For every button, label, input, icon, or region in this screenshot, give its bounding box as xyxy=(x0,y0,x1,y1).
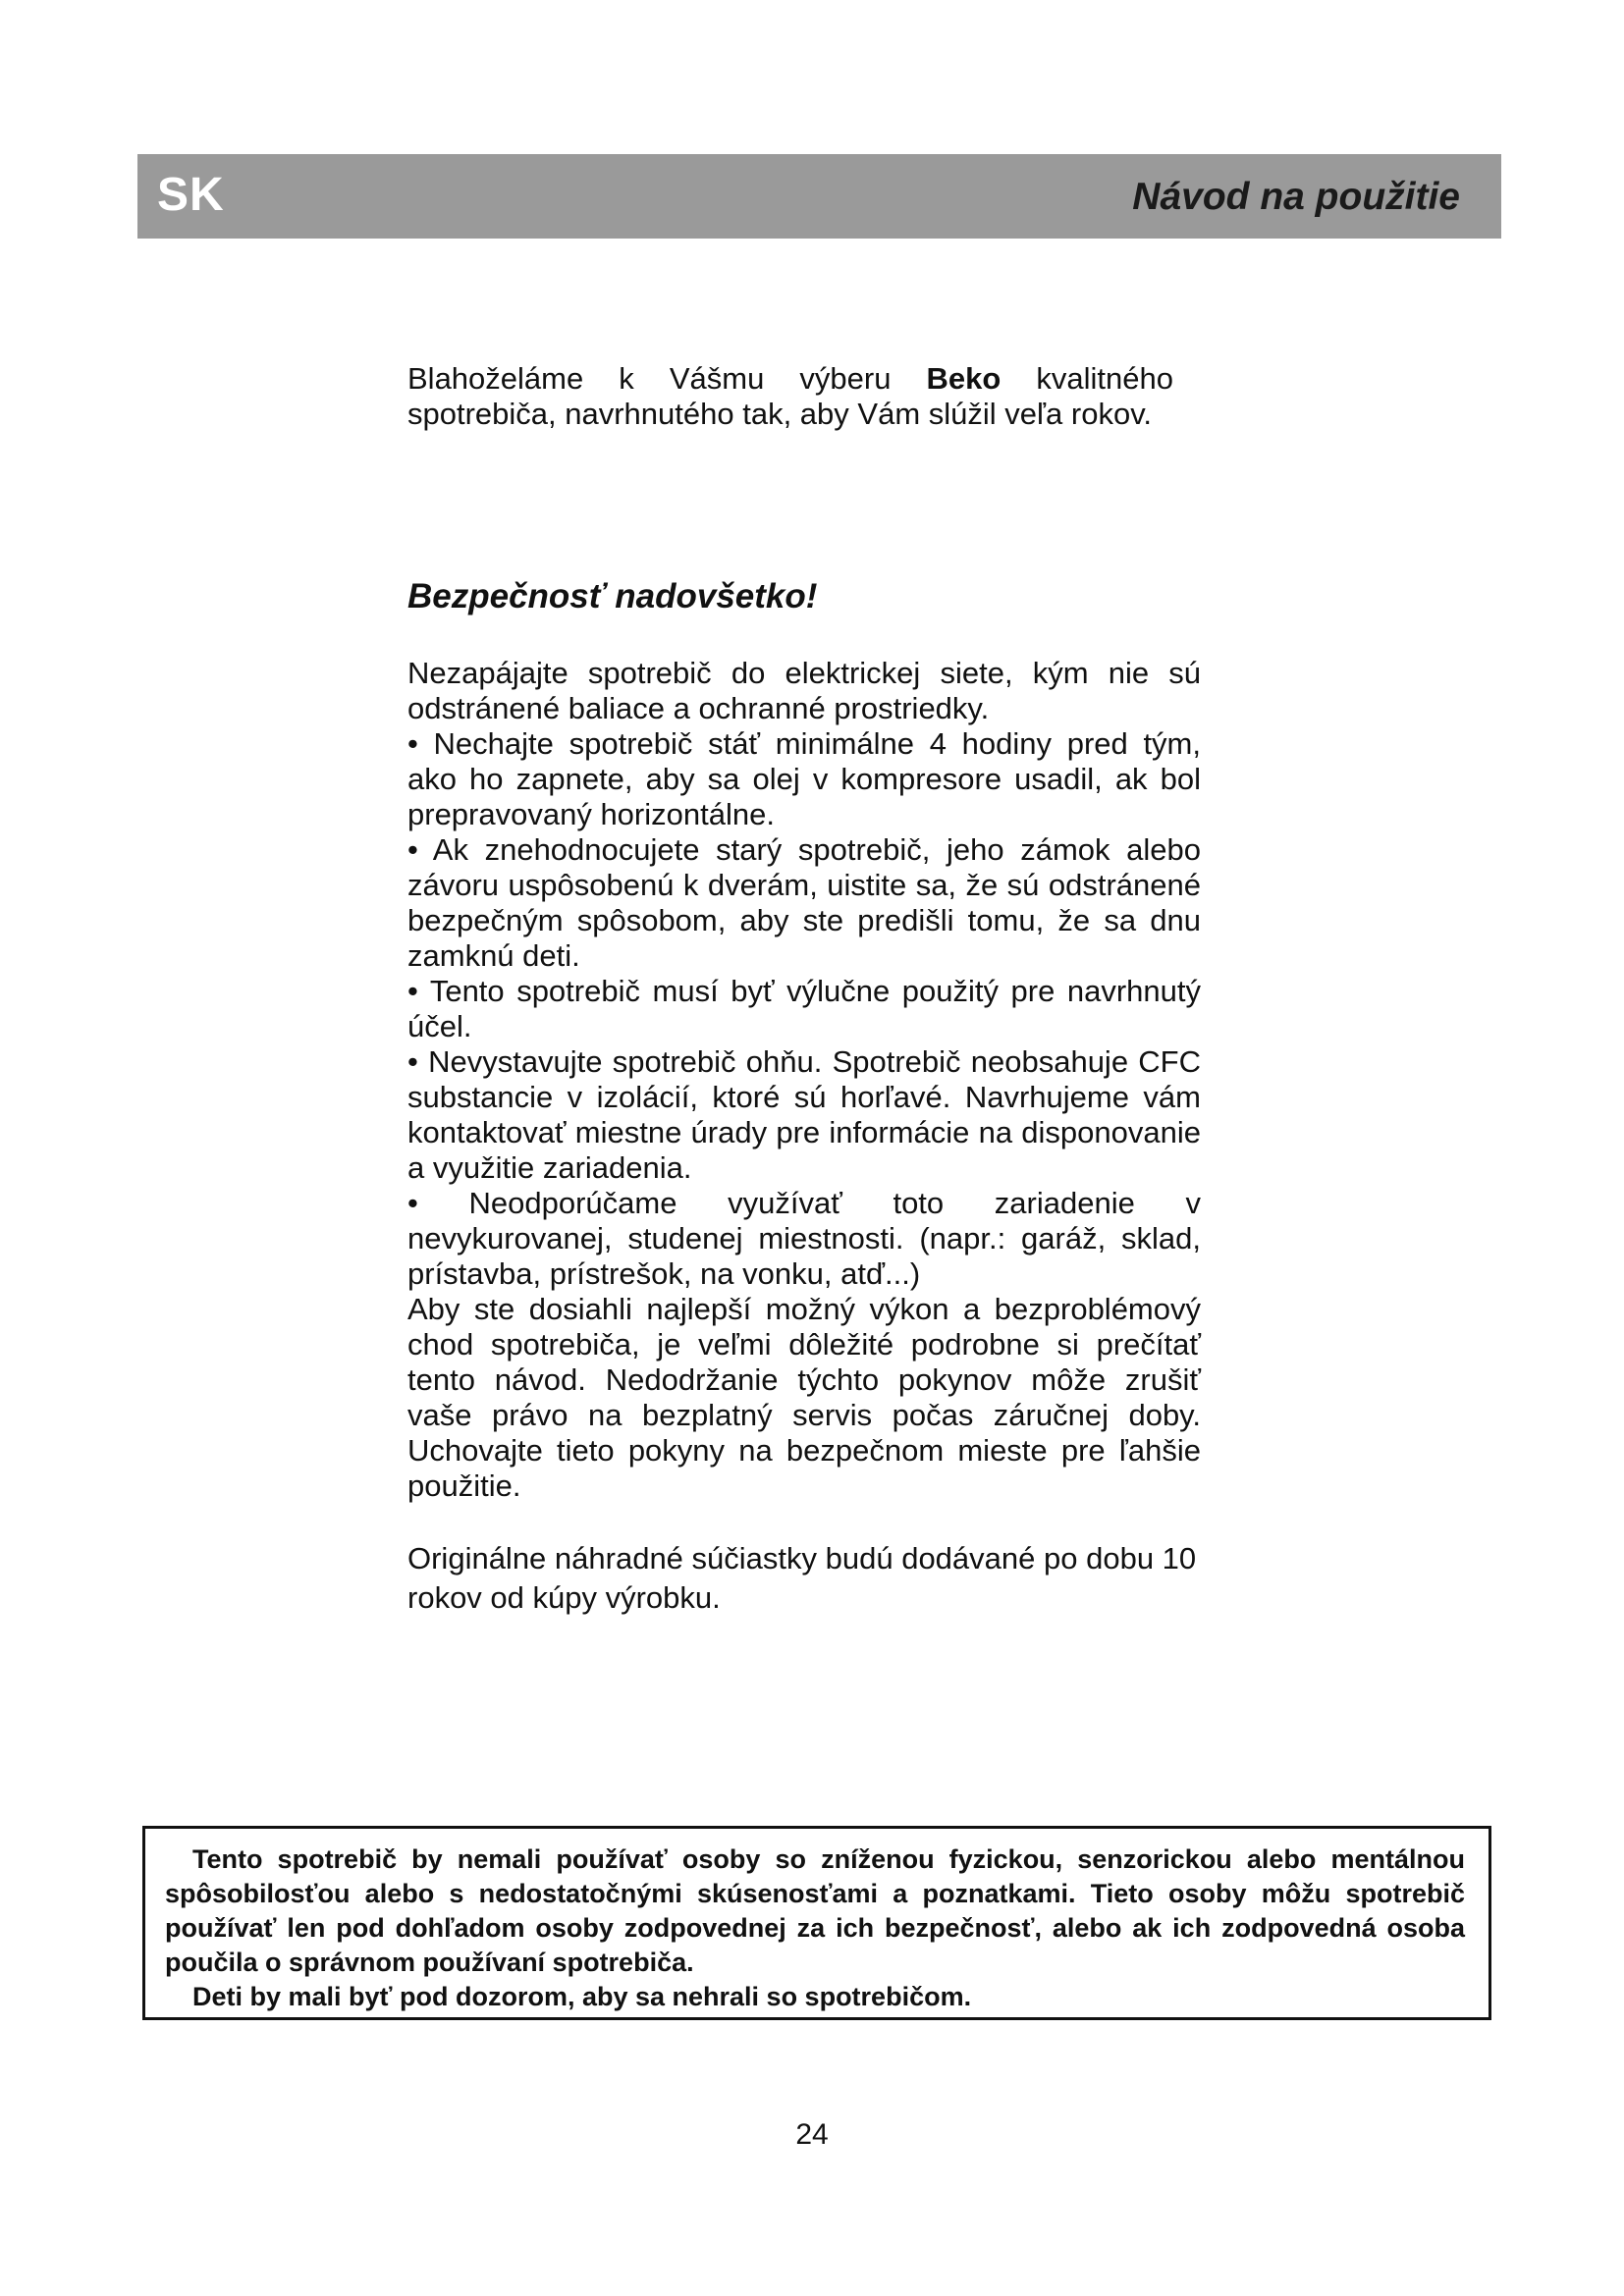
warning-notice-text: Tento spotrebič by nemali používať osoby so zníženou fyzickou, senzorickou alebo mentálnou spôsobilosťou alebo s nedostatočnými skúsenosťami a poznatkami. Tieto osoby môžu spotrebič používať len pod dohľadom osoby zodpovednej za ich bezpečnosť, alebo ak ich zodpovedná osoba poučila o správnom používaní spotrebiča. xyxy=(165,1844,1465,1977)
page-number: 24 xyxy=(795,2118,829,2151)
intro-text-end: kvalitného spotrebiča, navrhnutého tak, aby Vám slúžil veľa rokov. xyxy=(407,361,1173,431)
safety-paragraph-fire: • Nevystavujte spotrebič ohňu. Spotrebič neobsahuje CFC substancie v izolácií, ktoré sú horľavé. Navrhujeme vám kontaktovať miestne úrady pre informácie na disponovanie a využitie zariadenia. xyxy=(407,1044,1201,1185)
safety-paragraph-read-manual: Aby ste dosiahli najlepší možný výkon a bezproblémový chod spotrebiča, je veľmi dôležité podrobne si prečítať tento návod. Nedodržanie týchto pokynov môže zrušiť vaše právo na bezplatný servis počas záručnej doby. Uchovajte tieto pokyny na bezpečnom mieste pre ľahšie použitie. xyxy=(407,1292,1201,1503)
safety-paragraph-disposal-lock: • Ak znehodnocujete starý spotrebič, jeho zámok alebo závoru uspôsobenú k dverám, uistite sa, že sú odstránené bezpečným spôsobom, aby ste predišli tomu, že sa dnu zamknú deti. xyxy=(407,832,1201,973)
header-bar xyxy=(137,154,1501,239)
brand-name: Beko xyxy=(926,361,1001,396)
safety-paragraph-wait: • Nechajte spotrebič stáť minimálne 4 hodiny pred tým, ako ho zapnete, aby sa olej v kompresore usadil, ak bol prepravovaný horizontálne. xyxy=(407,726,1201,831)
manual-title: Návod na použitie xyxy=(1132,176,1460,218)
warning-children-text: Deti by mali byť pod dozorom, aby sa nehrali so spotrebičom. xyxy=(192,1982,972,2011)
safety-paragraph-cold-room: • Neodporúčame využívať toto zariadenie v nevykurovanej, studenej miestnosti. (napr.: garáž, sklad, prístavba, prístrešok, na vonku, atď...) xyxy=(407,1186,1201,1291)
safety-heading: Bezpečnosť nadovšetko! xyxy=(407,577,818,615)
safety-paragraph-unpack: Nezapájajte spotrebič do elektrickej siete, kým nie sú odstránené baliace a ochranné prostriedky. xyxy=(407,656,1201,725)
warning-notice-box xyxy=(142,1826,1491,2020)
safety-instructions xyxy=(407,656,1201,1504)
spare-parts-note: Originálne náhradné súčiastky budú dodávané po dobu 10 rokov od kúpy výrobku. xyxy=(407,1541,1197,1615)
intro-paragraph xyxy=(407,361,1173,432)
safety-paragraph-intended-use: • Tento spotrebič musí byť výlučne použitý pre navrhnutý účel. xyxy=(407,974,1201,1043)
intro-text-start: Blahoželáme k Vášmu výberu xyxy=(407,361,927,396)
language-code: SK xyxy=(157,169,225,221)
